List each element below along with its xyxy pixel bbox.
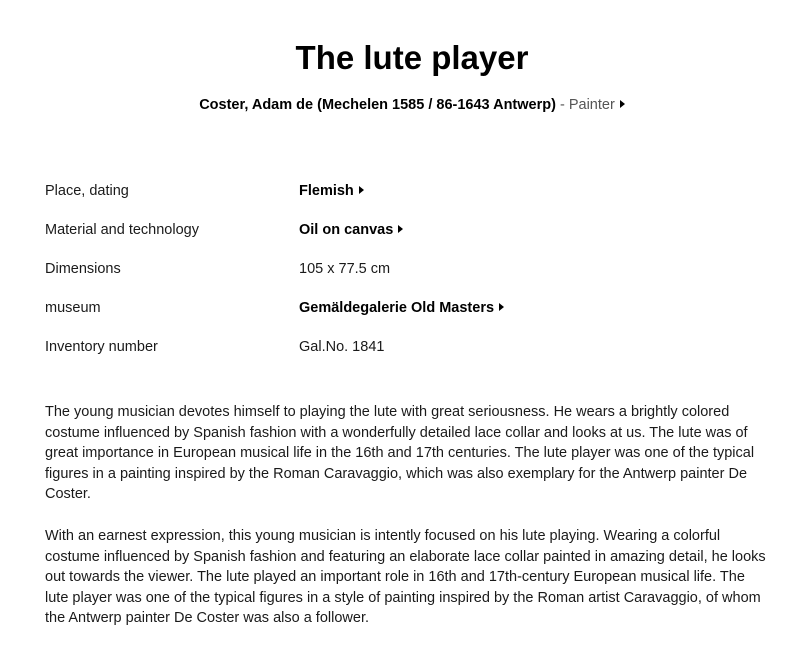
role-separator: - <box>555 97 569 113</box>
metadata-value: Oil on canvas <box>299 221 394 238</box>
metadata-row-museum <box>45 288 765 327</box>
description-paragraph: The young musician devotes himself to playing the lute with great seriousness. He wears a brightly colored costume influenced by Spanish fashion with a wonderfully detailed lace collar and looks at us. The lute was of great importance in European musical life in the 16th and 17th centuries. The lute player was one of the typical figures in a painting inspired by the Roman Caravaggio, which was also exemplary for the Antwerp painter De Coster. <box>45 404 755 503</box>
museum-link[interactable] <box>299 300 504 316</box>
artist-role-label: Painter <box>568 97 615 113</box>
artwork-description <box>45 402 771 650</box>
caret-right-icon <box>620 100 625 108</box>
artist-role-link[interactable] <box>569 97 625 113</box>
dimensions-value: 105 x 77.5 cm <box>299 260 391 277</box>
metadata-label: Place, dating <box>45 182 129 199</box>
metadata-row-material <box>45 210 765 249</box>
metadata-value: Flemish <box>299 182 354 199</box>
inventory-value: Gal.No. 1841 <box>299 338 385 355</box>
caret-right-icon <box>359 186 364 194</box>
metadata-row-dimensions <box>45 249 765 288</box>
metadata-row-inventory <box>45 327 765 366</box>
metadata-table <box>45 171 765 366</box>
artwork-title: The lute player <box>295 39 529 76</box>
metadata-label: museum <box>45 299 101 316</box>
description-paragraph: With an earnest expression, this young musician is intently focused on his lute playing. Wearing a colorful costume influenced by Spanish fashion and featuring an elaborate lace collar painted in amazing detail, he looks out towards the viewer. The lute played an important role in 16th and 17th-century European musical life. The lute player was one of the typical figures in a style of painting inspired by the Roman artist Caravaggio, of whom the Antwerp painter De Coster was also a follower. <box>45 527 766 627</box>
metadata-row-place-dating <box>45 171 765 210</box>
caret-right-icon <box>499 303 504 311</box>
caret-right-icon <box>398 225 403 233</box>
metadata-value: Gemäldegalerie Old Masters <box>299 299 495 316</box>
metadata-label: Dimensions <box>45 260 121 277</box>
metadata-label: Inventory number <box>45 338 158 355</box>
metadata-label: Material and technology <box>45 221 199 238</box>
artist-line <box>0 95 800 115</box>
material-link[interactable] <box>299 222 403 238</box>
artist-name: Coster, Adam de (Mechelen 1585 / 86-1643 Antwerp) <box>199 97 556 113</box>
place-dating-link[interactable] <box>299 183 364 199</box>
